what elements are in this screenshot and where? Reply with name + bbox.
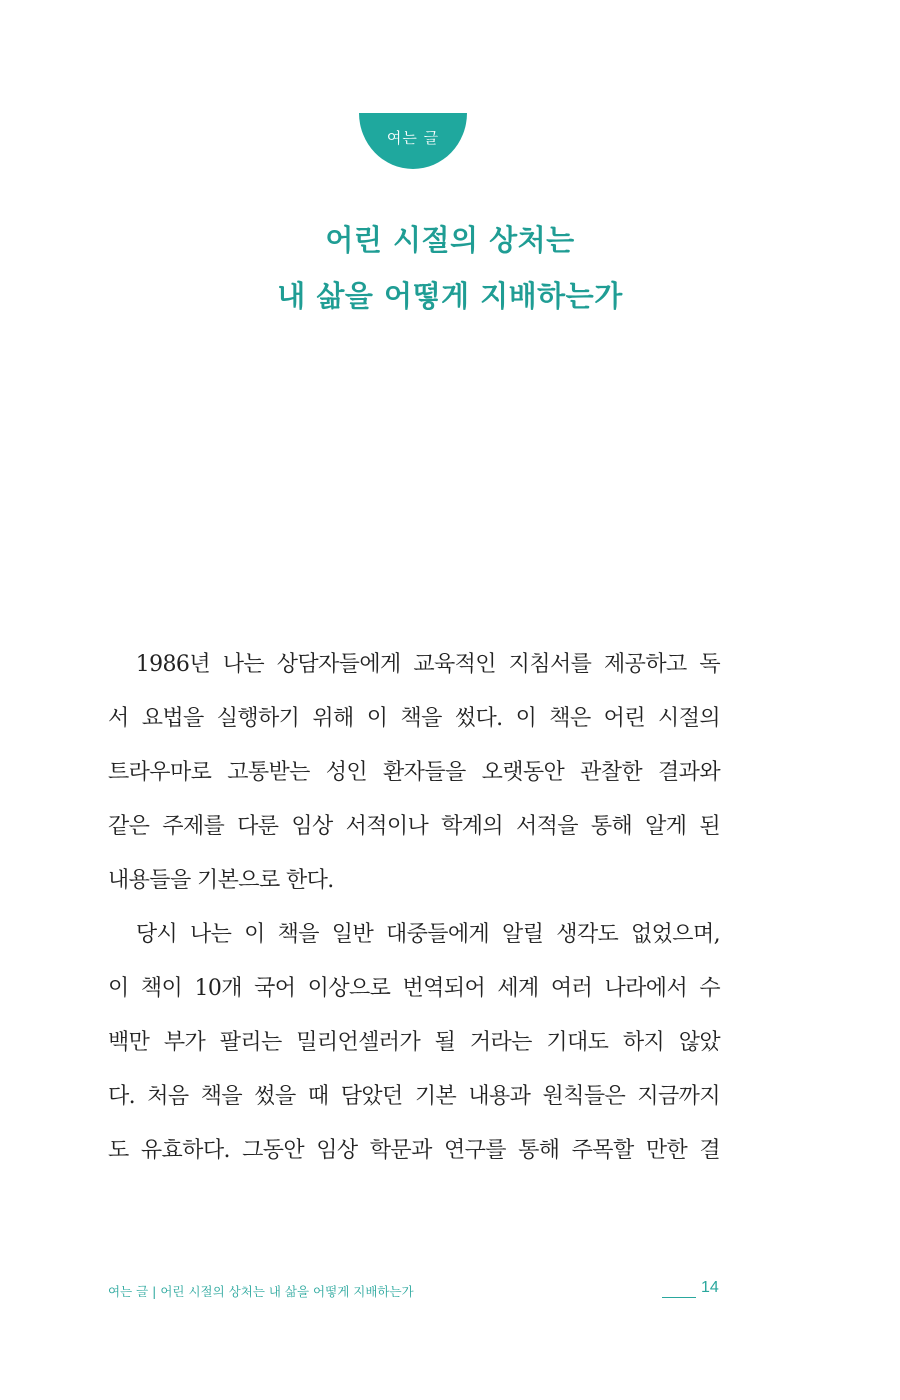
- body-line: 1986년 나는 상담자들에게 교육적인 지침서를 제공하고 독: [108, 652, 720, 677]
- body-line: 도 유효하다. 그동안 임상 학문과 연구를 통해 주목할 만한 결: [108, 1138, 720, 1163]
- section-badge-label: 여는 글: [386, 128, 440, 147]
- body-line: 백만 부가 팔리는 밀리언셀러가 될 거라는 기대도 하지 않았: [108, 1030, 720, 1055]
- page-number: 14: [701, 1279, 719, 1296]
- body-text: [108, 638, 720, 1178]
- running-footer: 여는 글 | 어린 시절의 상처는 내 삶을 어떻게 지배하는가: [108, 1284, 414, 1299]
- body-line: 서 요법을 실행하기 위해 이 책을 썼다. 이 책은 어린 시절의: [108, 706, 720, 731]
- body-line: 트라우마로 고통받는 성인 환자들을 오랫동안 관찰한 결과와: [108, 760, 720, 785]
- body-line: 당시 나는 이 책을 일반 대중들에게 알릴 생각도 없었으며,: [108, 922, 720, 947]
- section-badge: [359, 113, 467, 169]
- chapter-title-line-2: 내 삶을 어떻게 지배하는가: [277, 279, 623, 313]
- body-line: 다. 처음 책을 썼을 때 담았던 기본 내용과 원칙들은 지금까지: [108, 1084, 720, 1109]
- chapter-title-line-1: 어린 시절의 상처는: [325, 223, 575, 257]
- chapter-title: [0, 212, 900, 324]
- body-line: 내용들을 기본으로 한다.: [108, 868, 334, 893]
- body-line: 같은 주제를 다룬 임상 서적이나 학계의 서적을 통해 알게 된: [108, 814, 720, 839]
- body-line: 이 책이 10개 국어 이상으로 번역되어 세계 여러 나라에서 수: [108, 976, 720, 1001]
- footer-rule-divider: [662, 1297, 696, 1298]
